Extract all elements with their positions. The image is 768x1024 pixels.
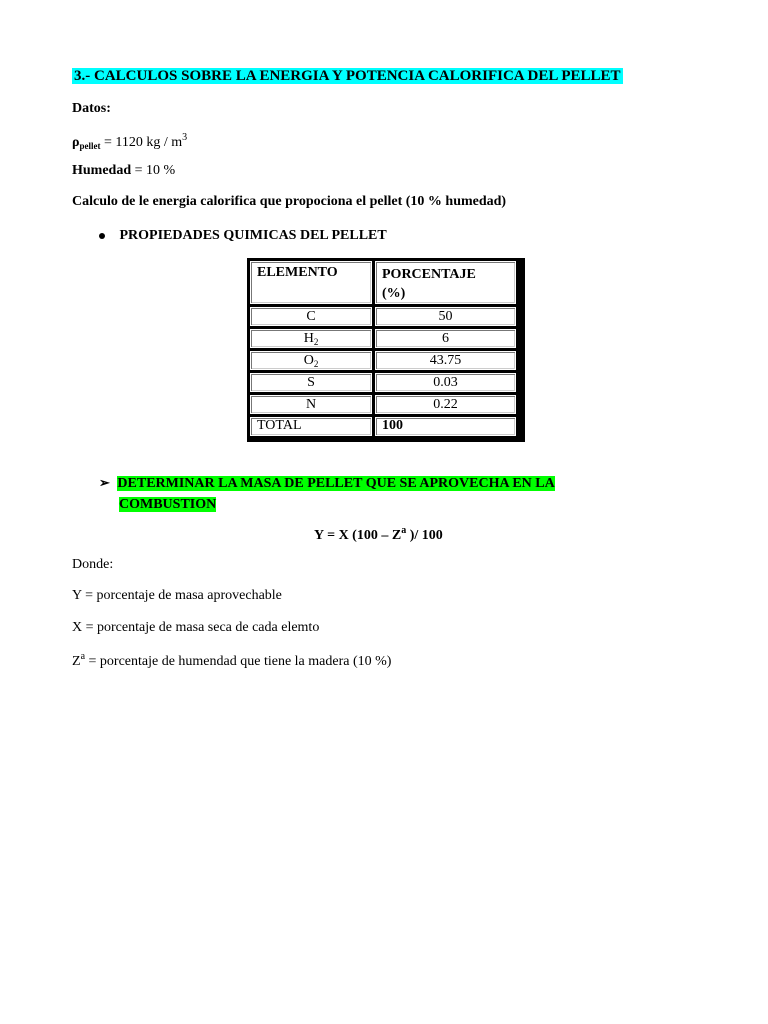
percent-cell: 0.03	[375, 373, 516, 392]
element-subscript: 2	[313, 358, 319, 369]
header-porcentaje	[375, 261, 516, 304]
mass-heading-line2: COMBUSTION	[119, 497, 217, 512]
table-total-row	[250, 417, 516, 436]
percent-cell: 6	[375, 329, 516, 348]
density-symbol: ρ	[72, 135, 80, 150]
total-value: 100	[375, 417, 516, 436]
section-heading	[72, 68, 623, 85]
element-symbol: S	[307, 374, 315, 390]
header-porcentaje-line2: (%)	[382, 286, 406, 301]
percent-cell: 0.22	[375, 395, 516, 414]
definition-z-text: = porcentaje de humendad que tiene la madera (10 %)	[85, 654, 392, 669]
properties-bullet-item	[99, 228, 387, 244]
properties-heading: PROPIEDADES QUIMICAS DEL PELLET	[119, 228, 387, 243]
bullet-icon	[99, 233, 105, 239]
element-symbol: O	[303, 352, 314, 368]
heading-text: CALCULOS SOBRE LA ENERGIA Y POTENCIA CALORIFICA DEL PELLET	[94, 68, 621, 84]
element-subscript: 2	[313, 336, 319, 347]
properties-table	[247, 258, 525, 442]
table-header-row	[250, 261, 516, 304]
density-value: = 1120 kg / m	[100, 135, 183, 150]
table-row	[250, 373, 516, 392]
header-porcentaje-line1: PORCENTAJE	[382, 267, 476, 282]
properties-table-grid	[247, 258, 519, 439]
element-cell	[250, 351, 372, 370]
humedad-label: Humedad	[72, 163, 132, 178]
table-row	[250, 395, 516, 414]
donde-label: Donde:	[72, 557, 114, 572]
density-exponent: 3	[182, 132, 188, 143]
density-line	[72, 132, 187, 151]
formula	[314, 525, 443, 544]
mass-heading-line1: DETERMINAR LA MASA DE PELLET QUE SE APROVECHA EN LA	[117, 476, 555, 491]
calculation-line: Calculo de le energia calorifica que propociona el pellet (10 % humedad)	[72, 194, 507, 209]
formula-right: )/ 100	[406, 528, 443, 543]
definition-x: X = porcentaje de masa seca de cada elemto	[72, 620, 320, 635]
humedad-value: = 10 %	[131, 163, 176, 178]
density-subscript: pellet	[79, 141, 101, 151]
total-label: TOTAL	[250, 417, 372, 436]
element-cell	[250, 307, 372, 326]
table-row	[250, 329, 516, 348]
heading-number: 3.-	[74, 68, 91, 84]
definition-z	[72, 651, 391, 670]
formula-sup: a	[401, 525, 407, 536]
element-cell	[250, 373, 372, 392]
datos-label: Datos:	[72, 101, 111, 116]
humedad-line	[72, 163, 175, 179]
element-cell	[250, 329, 372, 348]
definition-z-symbol: Z	[72, 654, 81, 669]
definition-y: Y = porcentaje de masa aprovechable	[72, 588, 282, 603]
table-row	[250, 351, 516, 370]
definition-z-sup: a	[80, 651, 86, 662]
arrow-bullet-icon: ➢	[99, 475, 110, 490]
element-symbol: H	[303, 330, 314, 346]
element-symbol: N	[305, 396, 317, 412]
mass-section	[99, 472, 555, 515]
formula-left: Y = X (100 – Z	[314, 528, 402, 543]
percent-cell: 43.75	[375, 351, 516, 370]
element-symbol: C	[306, 308, 316, 324]
table-row	[250, 307, 516, 326]
header-elemento: ELEMENTO	[250, 261, 372, 304]
element-cell	[250, 395, 372, 414]
heading-highlight	[72, 68, 623, 84]
percent-cell: 50	[375, 307, 516, 326]
